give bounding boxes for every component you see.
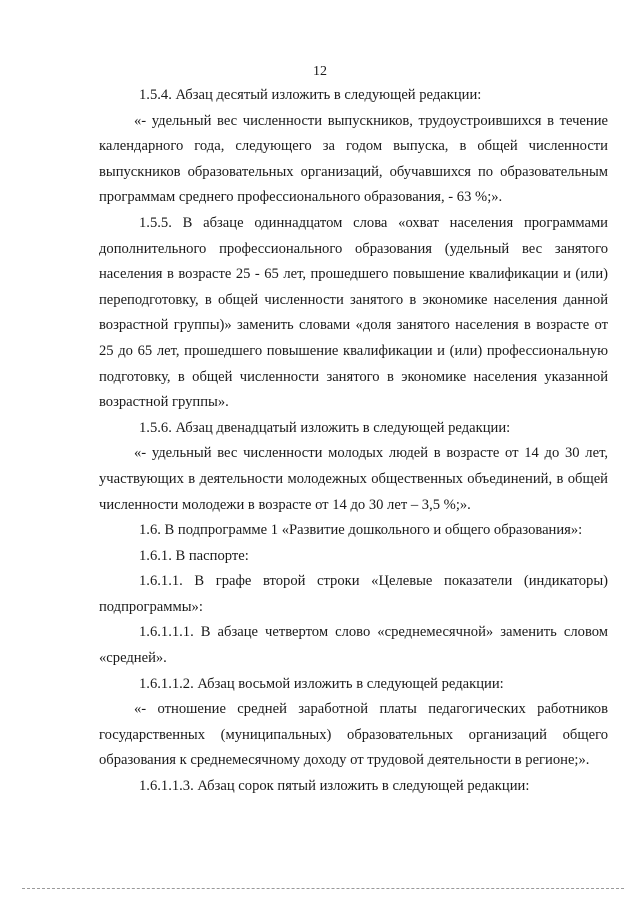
page-number: 12 (313, 64, 327, 79)
paragraph-1-6-1: 1.6.1. В паспорте: (139, 547, 249, 564)
paragraph-quote-graduates: «- удельный вес численности выпускников, трудоустроившихся в течение календарного года, следующего за годом выпуска, в общей численности выпускников образовательных организаций, обучавшихся по образовательным программам среднего профессионального образования, - 63 %;». (99, 112, 608, 206)
paragraph-1-6-1-1: 1.6.1.1. В графе второй строки «Целевые показатели (индикаторы) подпрограммы»: (99, 573, 608, 615)
paragraph-quote-salary: «- отношение средней заработной платы педагогических работников государственных (муниципальных) образовательных организаций общего образования к среднемесячному доходу от трудовой деятельности в регионе;». (99, 701, 608, 769)
paragraph-quote-youth: «- удельный вес численности молодых людей в возрасте от 14 до 30 лет, участвующих в деятельности молодежных общественных объединений, в общей численности молодежи в возрасте от 14 до 30 лет – 3,5 %;». (99, 445, 608, 513)
page-bottom-edge (22, 888, 624, 889)
paragraph-1-5-6: 1.5.6. Абзац двенадцатый изложить в следующей редакции: (139, 419, 511, 436)
paragraph-1-6-1-1-1: 1.6.1.1.1. В абзаце четвертом слово «среднемесячной» заменить словом «средней». (99, 624, 608, 667)
paragraph-1-5-5: 1.5.5. В абзаце одиннадцатом слова «охват населения программами дополнительного профессионального образования (удельный вес занятого населения в возрасте 25 - 65 лет, прошедшего повышение квалификации и (или) переподготовку, в общей численности занятого в экономике населения данной возрастной группы)» заменить словами «доля занятого населения в возрасте от 25 до 65 лет, прошедшего повышение квалификации и (или) профессиональную подготовку, в общей численности занятого в экономике населения указанной возрастной группы». (99, 214, 608, 411)
paragraph-1-6: 1.6. В подпрограмме 1 «Развитие дошкольного и общего образования»: (139, 522, 583, 539)
paragraph-1-6-1-1-2: 1.6.1.1.2. Абзац восьмой изложить в следующей редакции: (139, 675, 504, 692)
document-body (99, 83, 608, 800)
paragraph-1-5-4: 1.5.4. Абзац десятый изложить в следующей редакции: (139, 87, 482, 103)
paragraph-1-6-1-1-3: 1.6.1.1.3. Абзац сорок пятый изложить в следующей редакции: (139, 778, 530, 795)
